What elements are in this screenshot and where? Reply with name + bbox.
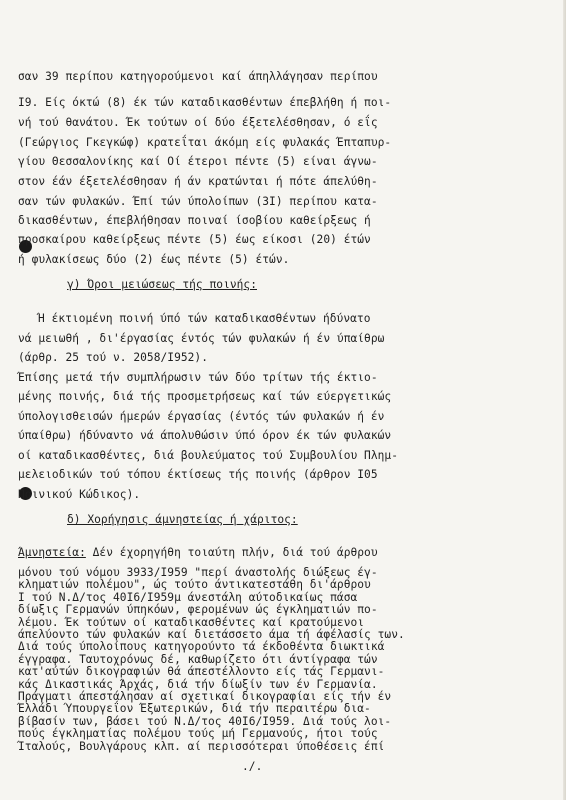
body-line: Πράγματι άπεστάλησαν αί σχετικαί δικογραφίαι είς τήν έν <box>18 690 392 703</box>
body-line: δίωξις Γερμανών ύπηκόων, φερομένων ώς έγκληματιών πο- <box>18 603 378 617</box>
body-line: προσκαίρου καθείρξεως πέντε (5) έως είκοσι (20) έτών <box>18 233 371 246</box>
body-line: Ι τού Ν.Δ/τος 40Ι6/Ι959μ άνεστάλη αύτοδικαίως πάσα <box>18 590 358 604</box>
body-line: κάς Δικαστικάς Άρχάς, διά τήν δίωξίν των έν Γερμανία. <box>18 677 378 691</box>
body-line: σαν τών φυλακών. Έπί τών ύπολοίπων (3Ι) περίπου κατα- <box>18 195 378 208</box>
body-line: Ή έκτιομένη ποινή ύπό τών καταδικασθέντων ήδύνατο <box>38 312 371 325</box>
body-line: Ι9. Είς όκτώ (8) έκ τών καταδικασθέντων έπεβλήθη ή ποι- <box>18 96 392 109</box>
section-heading-g: γ) Όροι μειώσεως τής ποινής: <box>67 278 257 291</box>
body-line: Διά τούς ύπολοίπους κατηγορούντο τά έκδοθέντα διωκτικά <box>18 640 385 654</box>
amnesty-line <box>18 546 378 560</box>
body-line: λέμου. Έκ τούτων οί καταδικασθέντες καί κρατούμενοι <box>18 615 365 629</box>
body-line: Ποινικού Κώδικος). <box>18 488 141 501</box>
body-line: κληματιών πολέμου", ώς τούτο άντικατεστάθη δι'άρθρου <box>18 578 371 592</box>
amnesty-label: Άμνηστεία: <box>18 546 86 559</box>
body-line: στον έάν έξετελέσθησαν ή άν κρατώνται ή πότε άπελύθη- <box>18 175 378 188</box>
body-line: νά μειωθή , δι'έργασίας έντός τών φυλακών ή έν ύπαίθρω <box>18 332 385 345</box>
body-line: Έλλάδι Ύπουργεΐον Έξωτερικών, διά τήν περαιτέρω δια- <box>18 702 371 716</box>
body-line: Ίταλούς, Βουλγάρους κλπ. αί περισσότεραι ύποθέσεις έπί <box>18 739 385 753</box>
body-line: σαν 39 περίπου κατηγορούμενοι καί άπηλλάγησαν περίπου <box>18 70 378 83</box>
body-line: μόνου τού νόμου 3933/Ι959 "περί άναστολής διώξεως έγ- <box>18 566 378 579</box>
body-line: ύπαίθρω) ήδύναντο νά άπολυθώσιν ύπό όρον έκ τών φυλακών <box>18 429 392 442</box>
body-line: ύπολογισθεισών ήμερών έργασίας (έντός τών φυλακών ή έν <box>18 410 385 423</box>
body-line: (άρθρ. 25 τού ν. 2058/Ι952). <box>18 351 208 364</box>
body-line: κατ'αύτών δικογραφιών θά άπεστέλλοντο είς τάς Γερμανι- <box>18 665 385 679</box>
body-line: μένης ποινής, διά τής προσμετρήσεως καί τών εύεργετικώς <box>18 390 392 403</box>
body-line: πούς έγκληματίας πολέμου τούς μή Γερμανούς, ήτοι τούς <box>18 727 378 741</box>
section-heading-d: δ) Χορήγησις άμνηστείας ή χάριτος: <box>67 513 298 526</box>
amnesty-text: Δέν έχορηγήθη τοιαύτη πλήν, διά τού άρθρου <box>85 546 378 559</box>
body-line: γίου Θεσσαλονίκης καί Οί έτεροι πέντε (5) είναι άγνω- <box>18 155 378 168</box>
body-line: οί καταδικασθέντες, διά βουλεύματος τού Συμβουλίου Πλημ- <box>18 449 398 462</box>
body-line: έγγραφα. Ταυτοχρόνως δέ, καθωρίζετο ότι άντίγραφα τών <box>18 652 378 666</box>
body-line: Έπίσης μετά τήν συμπλήρωσιν τών δύο τρίτων τής έκτιο- <box>18 371 378 384</box>
body-line: νή τού θανάτου. Έκ τούτων οί δύο έξετελέσθησαν, ό εΐς <box>18 116 378 129</box>
body-line: μελειοδικών τού τόπου έκτίσεως τής ποινής (άρθρον Ι05 <box>18 468 378 481</box>
body-line: άπελύοντο τών φυλακών καί διετάσσετο άμα τή άφέλασίς των. <box>18 628 405 641</box>
body-line: βίβασίν των, βάσει τού Ν.Δ/τος 40Ι6/Ι959. Διά τούς λοι- <box>18 714 392 728</box>
body-line: δικασθέντων, έπεβλήθησαν ποιναί ίσοβίου καθείρξεως ή <box>18 214 371 227</box>
body-line: (Γεώργιος Γκεγκώφ) κρατεΐται άκόμη είς φυλακάς Έπταπυρ- <box>18 136 392 149</box>
body-line: ή φυλακίσεως δύο (2) έως πέντε (5) έτών. <box>18 253 290 266</box>
continuation-mark: ./. <box>242 760 263 773</box>
